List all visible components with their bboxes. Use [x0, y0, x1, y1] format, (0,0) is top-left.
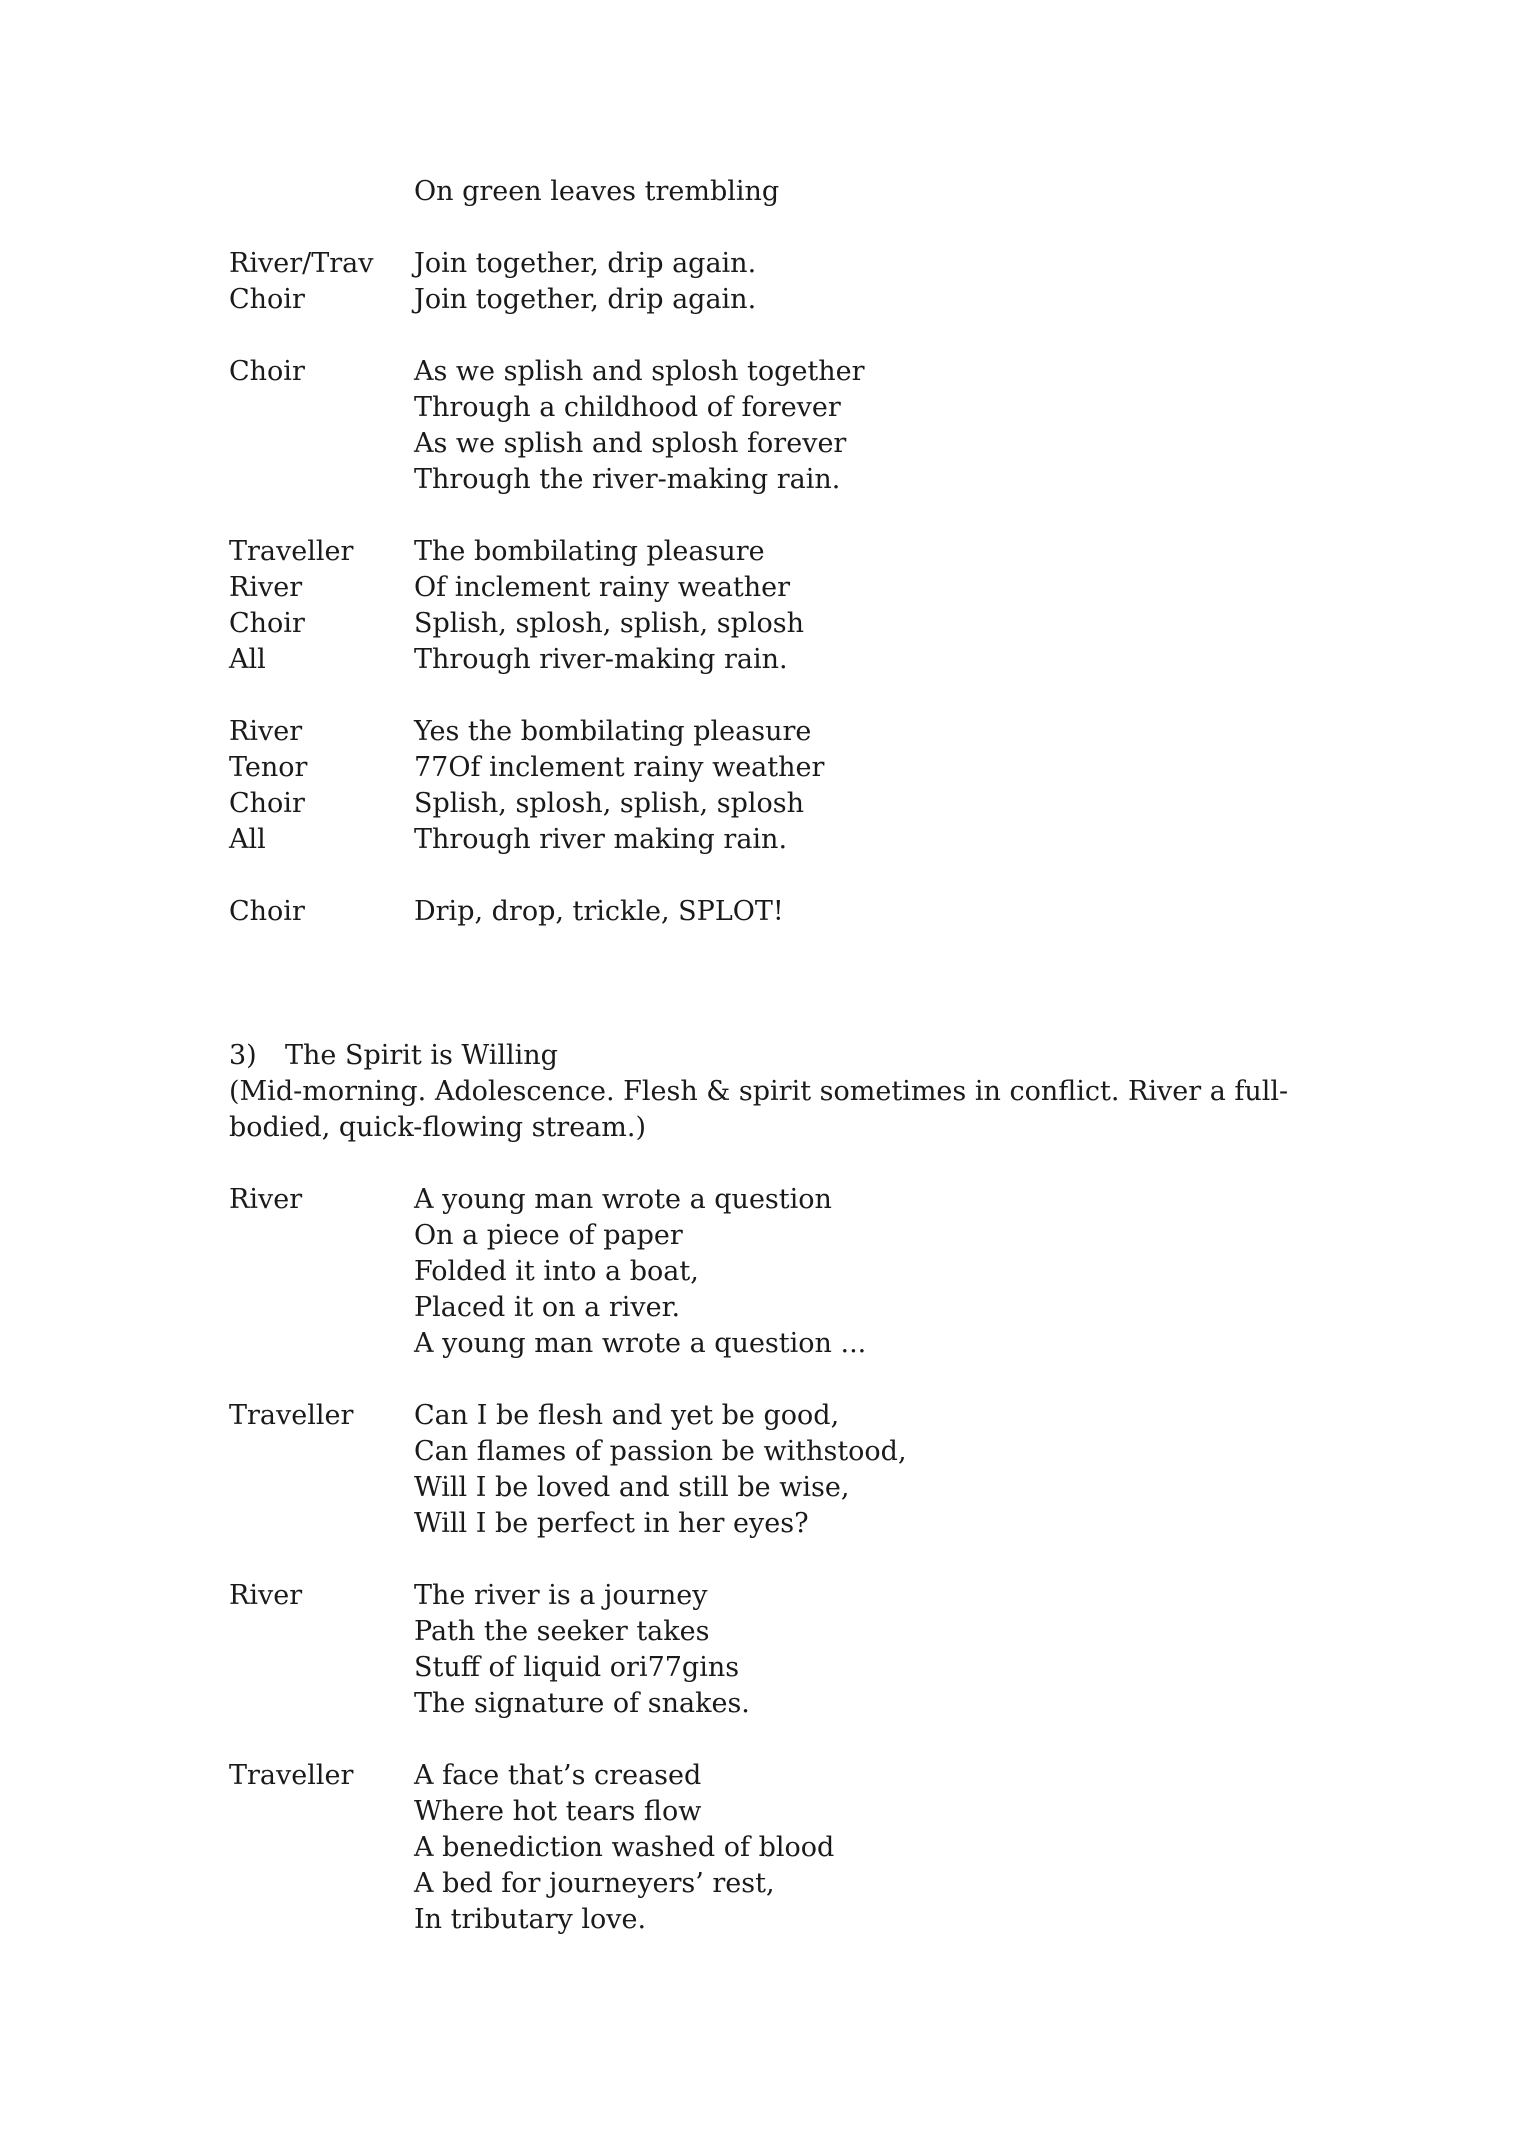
lyric-line: Of inclement rainy weather: [414, 572, 791, 603]
speaker-label: Traveller: [229, 536, 354, 567]
lyric-line: The river is a journey: [414, 1580, 708, 1611]
speaker-label: River: [229, 1184, 303, 1215]
lyric-line: A young man wrote a question: [414, 1184, 832, 1215]
lyric-line: A young man wrote a question ...: [414, 1328, 867, 1359]
lyric-line: Yes the bombilating pleasure: [414, 716, 812, 747]
lyric-line: Through the river-making rain.: [414, 464, 841, 495]
lyric-line: Folded it into a boat,: [414, 1256, 699, 1287]
lyric-line: Path the seeker takes: [414, 1616, 710, 1647]
lyric-line: On a piece of paper: [414, 1220, 683, 1251]
speaker-label: Traveller: [229, 1400, 354, 1431]
lyric-line: 77Of inclement rainy weather: [414, 752, 825, 783]
speaker-label: All: [229, 824, 266, 855]
section-description: bodied, quick-flowing stream.): [229, 1112, 646, 1143]
lyric-line: Join together, drip again.: [414, 248, 757, 279]
section-description: (Mid-morning. Adolescence. Flesh & spirit sometimes in conflict. River a full-: [229, 1076, 1289, 1107]
lyric-line: Stuff of liquid ori77gins: [414, 1652, 740, 1683]
speaker-label: River: [229, 1580, 303, 1611]
lyric-line: Splish, splosh, splish, splosh: [414, 788, 804, 819]
speaker-label: River: [229, 716, 303, 747]
lyric-line: The bombilating pleasure: [414, 536, 765, 567]
lyric-line: A bed for journeyers’ rest,: [414, 1868, 775, 1899]
speaker-label: Choir: [229, 788, 305, 819]
lyric-line: On green leaves trembling: [414, 176, 780, 207]
lyric-line: In tributary love.: [414, 1904, 647, 1935]
speaker-label: Choir: [229, 356, 305, 387]
lyric-line: As we splish and splosh forever: [414, 428, 847, 459]
lyric-line: Can I be flesh and yet be good,: [414, 1400, 840, 1431]
section-title: The Spirit is Willing: [285, 1040, 558, 1071]
lyric-line: Can flames of passion be withstood,: [414, 1436, 907, 1467]
section-number: 3): [229, 1040, 257, 1071]
speaker-label: Choir: [229, 896, 305, 927]
lyric-line: As we splish and splosh together: [414, 356, 865, 387]
lyric-line: A face that’s creased: [414, 1760, 702, 1791]
lyric-line: A benediction washed of blood: [414, 1832, 835, 1863]
lyric-line: Through river making rain.: [414, 824, 788, 855]
speaker-label: River: [229, 572, 303, 603]
lyric-line: Through river-making rain.: [414, 644, 788, 675]
lyric-line: Through a childhood of forever: [414, 392, 841, 423]
lyric-line: Will I be perfect in her eyes?: [414, 1508, 809, 1539]
speaker-label: River/Trav: [229, 248, 374, 279]
speaker-label: Traveller: [229, 1760, 354, 1791]
lyric-line: Join together, drip again.: [414, 284, 757, 315]
lyric-line: Drip, drop, trickle, SPLOT!: [414, 896, 784, 927]
lyric-line: Will I be loved and still be wise,: [414, 1472, 850, 1503]
speaker-label: Choir: [229, 608, 305, 639]
lyric-line: Splish, splosh, splish, splosh: [414, 608, 804, 639]
speaker-label: Tenor: [229, 752, 308, 783]
lyric-line: The signature of snakes.: [414, 1688, 750, 1719]
speaker-label: All: [229, 644, 266, 675]
lyric-line: Where hot tears flow: [414, 1796, 702, 1827]
lyric-line: Placed it on a river.: [414, 1292, 681, 1323]
speaker-label: Choir: [229, 284, 305, 315]
